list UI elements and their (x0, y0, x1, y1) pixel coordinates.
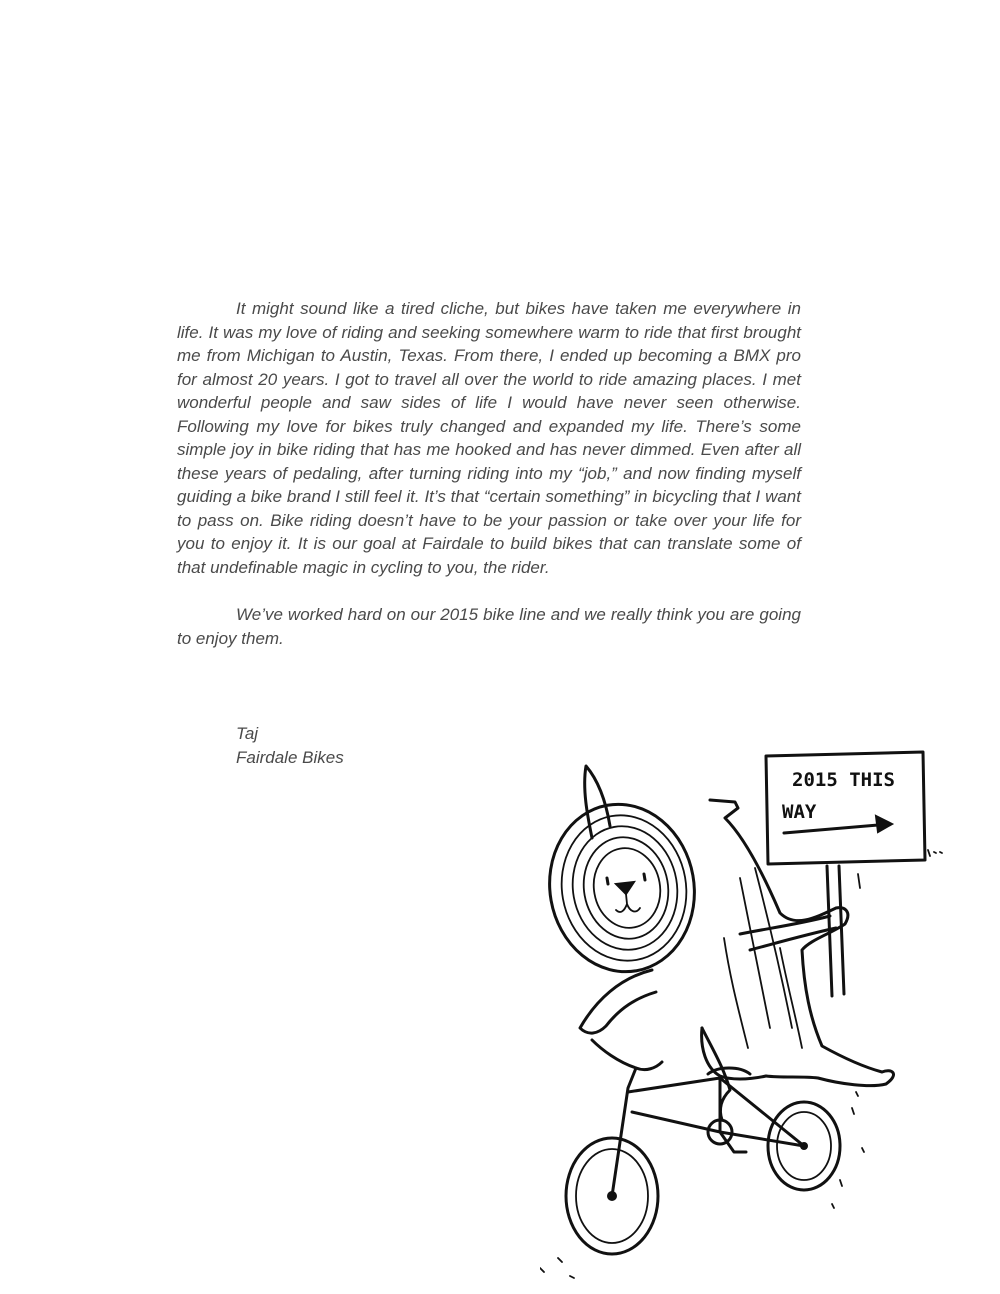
log-creature-bike-illustration (540, 728, 980, 1288)
letter-paragraph-2: We’ve worked hard on our 2015 bike line and we really think you are going to enjoy them. (177, 605, 801, 648)
sign-arrow-icon (784, 824, 890, 833)
signature-company: Fairdale Bikes (236, 747, 344, 767)
sign-text-line-2: WAY (782, 801, 817, 823)
nose (616, 882, 634, 894)
direction-sign (766, 752, 942, 996)
right-eye (644, 874, 645, 880)
bicycle (540, 1040, 864, 1278)
log-creature (540, 766, 894, 1120)
signature-block (236, 722, 344, 769)
sign-text-line-1: 2015 THIS (792, 769, 895, 791)
left-eye (607, 878, 608, 884)
letter-body (177, 297, 801, 650)
letter-paragraph-1: It might sound like a tired cliche, but bikes have taken me everywhere in life. It was my love of riding and seeking somewhere warm to ride that first brought me from Michigan to Austin, Texas. From there, I ended up becoming a BMX pro for almost 20 years. I got to travel all over the world to ride amazing places. I met wonderful people and saw sides of life I would have never seen otherwise. Following my love for bikes truly changed and expanded my life. There’s some simple joy in bike riding that has me hooked and has never dimmed. Even after all these years of pedaling, after turning riding into my “job,” and now finding myself guiding a bike brand I still feel it. It’s that “certain something” in bicycling that I want to pass on. Bike riding doesn’t have to be your passion or take over your life for you to enjoy it. It is our goal at Fairdale to build bikes that can translate some of that undefinable magic in cycling to you, the rider. (177, 299, 801, 577)
signature-name: Taj (236, 724, 259, 743)
